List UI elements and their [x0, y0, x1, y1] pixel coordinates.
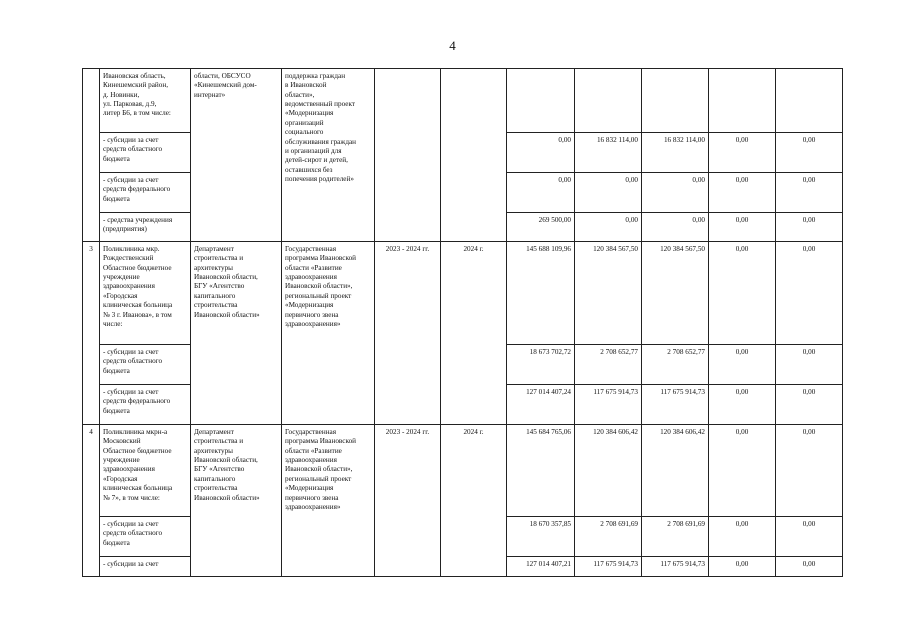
value-2026-cell: 0,00	[776, 557, 843, 577]
funding-source-cell: - субсидии за счет средств федерального бюджета	[100, 385, 191, 425]
value-2023-cell: 120 384 606,42	[575, 425, 642, 517]
funding-source-cell: - субсидии за счет средств федерального бюджета	[100, 173, 191, 213]
value-2024-cell: 117 675 914,73	[642, 385, 709, 425]
object-name-cell: Поликлиника мкр. Рождественский Областное бюджетное учреждение здравоохранения «Городская клиническая больница № 3 г. Иванова», в том числе:	[100, 242, 191, 345]
funding-source-cell: - средства учреждения (предприятия)	[100, 213, 191, 242]
value-2024-cell: 16 832 114,00	[642, 133, 709, 173]
value-2024-cell: 120 384 606,42	[642, 425, 709, 517]
value-2024-cell: 117 675 914,73	[642, 557, 709, 577]
value-2026-cell	[776, 69, 843, 133]
total-cell: 18 673 702,72	[507, 345, 575, 385]
value-2024-cell: 2 708 691,69	[642, 517, 709, 557]
total-cell: 145 688 109,96	[507, 242, 575, 345]
value-2023-cell: 2 708 652,77	[575, 345, 642, 385]
funding-source-cell: - субсидии за счет	[100, 557, 191, 577]
value-2023-cell: 117 675 914,73	[575, 557, 642, 577]
funding-source-cell: - субсидии за счет средств областного бюджета	[100, 345, 191, 385]
total-cell: 145 684 765,06	[507, 425, 575, 517]
customer-cell: области, ОБСУСО «Кинешемский дом- интернат»	[191, 69, 282, 242]
value-2025-cell: 0,00	[709, 173, 776, 213]
value-2023-cell	[575, 69, 642, 133]
table-row	[83, 242, 843, 345]
total-cell: 0,00	[507, 133, 575, 173]
value-2026-cell: 0,00	[776, 517, 843, 557]
period-cell: 2023 - 2024 гг.	[375, 242, 441, 425]
total-cell	[507, 69, 575, 133]
total-cell: 127 014 407,24	[507, 385, 575, 425]
period-cell: 2023 - 2024 гг.	[375, 425, 441, 577]
program-cell: поддержка граждан в Ивановской области», ведомственный проект «Модернизация организаций социального обслуживания граждан и организаций для детей-сирот и детей, оставшихся без попечения родителей»	[282, 69, 375, 242]
total-cell: 127 014 407,21	[507, 557, 575, 577]
object-name-cell: Ивановская область, Кинешемский район, д. Новинки, ул. Парковая, д.9, литер Б6, в том числе:	[100, 69, 191, 133]
value-2026-cell: 0,00	[776, 173, 843, 213]
funding-source-cell: - субсидии за счет средств областного бюджета	[100, 133, 191, 173]
value-2026-cell: 0,00	[776, 242, 843, 345]
value-2025-cell: 0,00	[709, 213, 776, 242]
value-2023-cell: 2 708 691,69	[575, 517, 642, 557]
value-2025-cell	[709, 69, 776, 133]
year-cell: 2024 г.	[441, 425, 507, 577]
page-number: 4	[449, 38, 456, 53]
program-cell: Государственная программа Ивановской области «Развитие здравоохранения Ивановской области», региональный проект «Модернизация первичного звена здравоохранения»	[282, 242, 375, 425]
table-row	[83, 69, 843, 133]
year-cell: 2024 г.	[441, 242, 507, 425]
value-2024-cell: 0,00	[642, 173, 709, 213]
value-2023-cell: 117 675 914,73	[575, 385, 642, 425]
row-number: 3	[83, 242, 100, 425]
customer-cell: Департамент строительства и архитектуры Ивановской области, БГУ «Агентство капитального строительства Ивановской области»	[191, 242, 282, 425]
value-2024-cell: 2 708 652,77	[642, 345, 709, 385]
value-2024-cell	[642, 69, 709, 133]
program-cell: Государственная программа Ивановской области «Развитие здравоохранения Ивановской области», региональный проект «Модернизация первичного звена здравоохранения»	[282, 425, 375, 577]
total-cell: 0,00	[507, 173, 575, 213]
value-2025-cell: 0,00	[709, 517, 776, 557]
row-number: 4	[83, 425, 100, 577]
funding-source-cell: - субсидии за счет средств областного бюджета	[100, 517, 191, 557]
period-cell	[375, 69, 441, 242]
value-2024-cell: 120 384 567,50	[642, 242, 709, 345]
value-2026-cell: 0,00	[776, 133, 843, 173]
investment-objects-table	[82, 68, 843, 577]
value-2025-cell: 0,00	[709, 345, 776, 385]
year-cell	[441, 69, 507, 242]
value-2025-cell: 0,00	[709, 557, 776, 577]
table-row	[83, 425, 843, 517]
value-2024-cell: 0,00	[642, 213, 709, 242]
total-cell: 18 670 357,85	[507, 517, 575, 557]
value-2025-cell: 0,00	[709, 242, 776, 345]
object-name-cell: Поликлиника мкрн-а Московский Областное бюджетное учреждение здравоохранения «Городская клиническая больница № 7», в том числе:	[100, 425, 191, 517]
value-2023-cell: 0,00	[575, 213, 642, 242]
value-2025-cell: 0,00	[709, 385, 776, 425]
value-2025-cell: 0,00	[709, 425, 776, 517]
value-2026-cell: 0,00	[776, 425, 843, 517]
value-2026-cell: 0,00	[776, 213, 843, 242]
total-cell: 269 500,00	[507, 213, 575, 242]
value-2025-cell: 0,00	[709, 133, 776, 173]
value-2026-cell: 0,00	[776, 385, 843, 425]
row-number	[83, 69, 100, 242]
value-2023-cell: 0,00	[575, 173, 642, 213]
customer-cell: Департамент строительства и архитектуры Ивановской области, БГУ «Агентство капитального строительства Ивановской области»	[191, 425, 282, 577]
value-2026-cell: 0,00	[776, 345, 843, 385]
value-2023-cell: 16 832 114,00	[575, 133, 642, 173]
value-2023-cell: 120 384 567,50	[575, 242, 642, 345]
